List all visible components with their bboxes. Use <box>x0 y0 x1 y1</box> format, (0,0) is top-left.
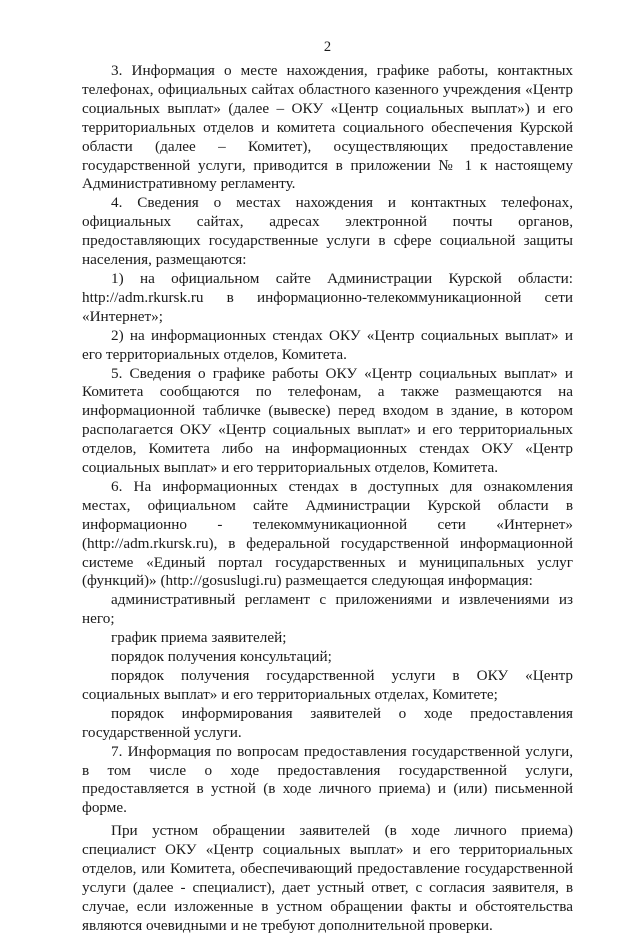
paragraph-6-item-schedule: график приема заявителей; <box>111 629 287 647</box>
document-body <box>82 62 573 936</box>
paragraph-oral-appeal: При устном обращении заявителей (в ходе личного приема) специалист ОКУ «Центр социальных выплат» и его территориальных отделов, или Комитета, обеспечивающий предоставление государственной услуги (далее - специалист), дает устный ответ, с согласия заявителя, в случае, если изложенные в устном обращении факты и обстоятельства являются очевидными и не требуют дополнительной проверки. <box>82 822 573 934</box>
paragraph-6-item-informing: порядок информирования заявителей о ходе предоставления государственной услуги. <box>82 704 573 741</box>
paragraph-3: 3. Информация о месте нахождения, графике работы, контактных телефонах, официальных сайтах областного казенного учреждения «Центр социальных выплат» (далее – ОКУ «Центр социальных выплат») и его территориальных отделов и комитета социального обеспечения Курской области (далее – Комитет), осуществляющих предоставление государственной услуги, приводится в приложении № 1 к настоящему Административному регламенту. <box>82 62 573 193</box>
paragraph-6-item-obtaining: порядок получения государственной услуги в ОКУ «Центр социальных выплат» и его территориальных отделах, Комитете; <box>82 667 573 703</box>
paragraph-6-item-regulation: административный регламент с приложениями и извлечениями из него; <box>82 591 573 628</box>
paragraph-4-item-2: 2) на информационных стендах ОКУ «Центр социальных выплат» и его территориальных отделов, Комитета. <box>82 326 573 363</box>
paragraph-4: 4. Сведения о местах нахождения и контактных телефонах, официальных сайтах, адресах электронной почты органов, предоставляющих государственные услуги в сфере социальной защиты населения, размещаются: <box>82 194 573 269</box>
paragraph-7: 7. Информация по вопросам предоставления государственной услуги, в том числе о ходе предоставления государственной услуги, предоставляется в устной (в ходе личного приема) и (или) письменной форме. <box>82 742 573 817</box>
paragraph-6-item-consultations: порядок получения консультаций; <box>111 648 332 666</box>
page-number: 2 <box>323 39 332 55</box>
paragraph-6: 6. На информационных стендах в доступных для ознакомления местах, официальном сайте Администрации Курской области в информационно - телекоммуникационной сети «Интернет» (http://adm.rkursk.ru), в федеральной государственной информационной системе «Единый портал государственных и муниципальных услуг (функций)» (http://gosuslugi.ru) размещается следующая информация: <box>82 477 573 590</box>
document-page <box>82 0 573 934</box>
paragraph-5: 5. Сведения о графике работы ОКУ «Центр социальных выплат» и Комитета сообщаются по телефонам, а также размещаются на информационной табличке (вывеске) перед входом в здание, в котором располагается ОКУ «Центр социальных выплат» и его территориальных отделов, Комитета либо на информационных стендах ОКУ «Центр социальных выплат» и его территориальных отделов, Комитета. <box>82 364 573 477</box>
paragraph-4-item-1: 1) на официальном сайте Администрации Курской области: http://adm.rkursk.ru в информационно-телекоммуникационной сети «Интернет»; <box>82 269 573 325</box>
